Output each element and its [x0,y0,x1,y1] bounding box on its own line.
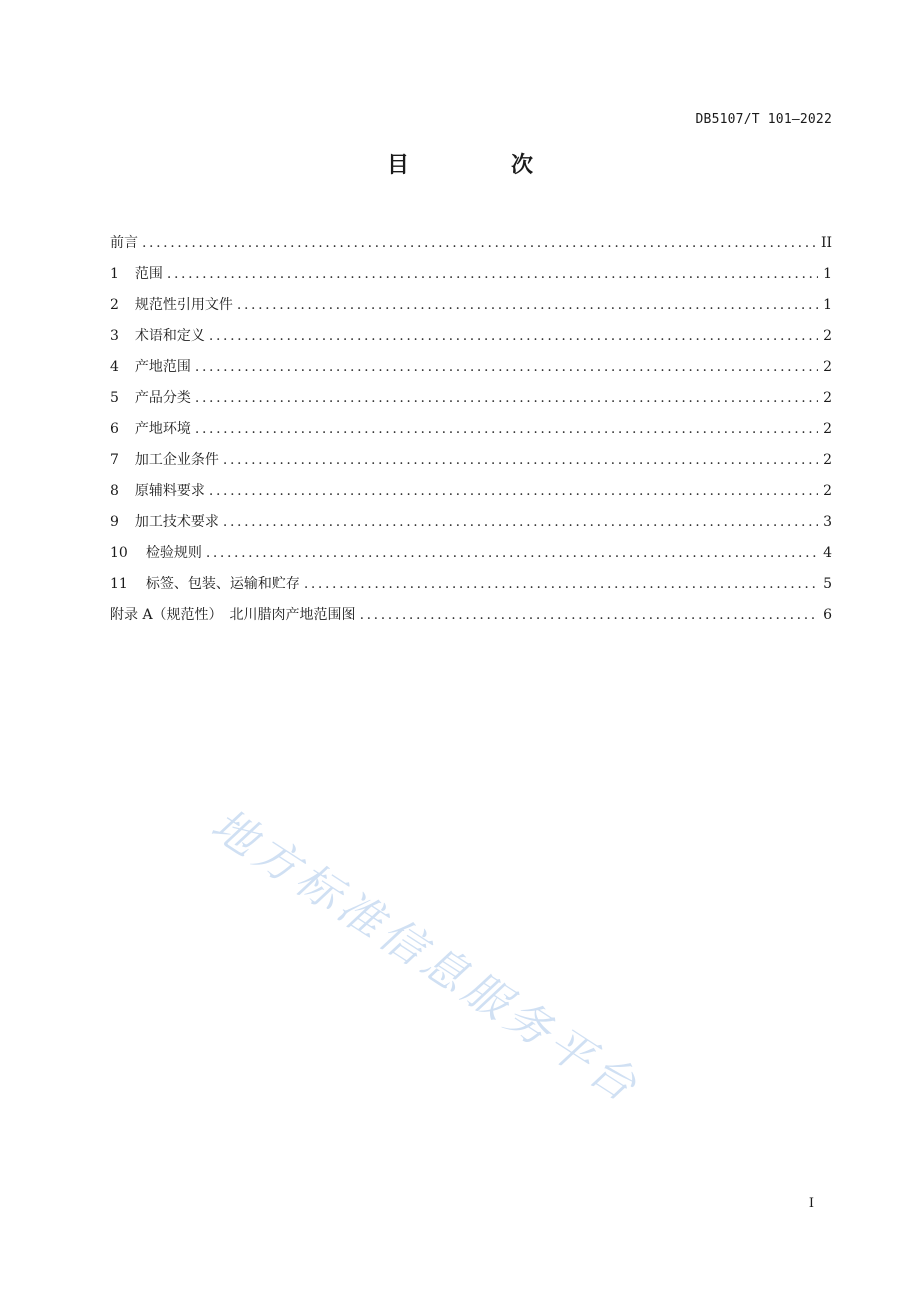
toc-entry-4[interactable] [110,352,832,383]
toc-leader-dots [206,538,818,569]
toc-entry-number: 2 [110,297,119,313]
toc-entry-page: 6 [823,607,832,623]
toc-entry-6[interactable] [110,414,832,445]
toc-entry-number: 8 [110,483,119,499]
page-title: 目 次 [386,153,573,178]
toc-entry-page: 1 [823,297,832,313]
watermark: 地方标准信息服务平台 [202,799,650,1115]
toc-entry-page: 3 [823,514,832,530]
toc-entry-2[interactable] [110,290,832,321]
toc-entry-annex-a[interactable] [110,600,832,631]
toc-entry-number: 9 [110,514,119,530]
toc-entry-page: 2 [823,421,832,437]
toc-entry-label: 产品分类 [134,390,191,406]
toc-entry-label: 前言 [110,235,138,251]
toc-entry-page: 2 [823,452,832,468]
toc-entry-label: 规范性引用文件 [134,297,233,313]
toc-entry-number: 7 [110,452,119,468]
toc-entry-page: 2 [823,359,832,375]
toc-leader-dots [142,228,817,259]
toc-entry-number: 11 [110,576,128,592]
toc-entry-number: 3 [110,328,119,344]
toc-entry-page: 2 [823,328,832,344]
toc-entry-page: 1 [823,266,832,282]
toc-entry-label: 检验规则 [145,545,202,561]
toc-entry-number: 1 [110,266,119,282]
table-of-contents [110,228,832,631]
toc-entry-7[interactable] [110,445,832,476]
toc-entry-page: 5 [823,576,832,592]
toc-entry-9[interactable] [110,507,832,538]
toc-leader-dots [209,476,818,507]
toc-entry-10[interactable] [110,538,832,569]
toc-leader-dots [195,352,818,383]
toc-entry-label: 加工技术要求 [134,514,219,530]
document-code: DB5107/T 101—2022 [695,112,832,127]
toc-entry-label: 附录 A（规范性） 北川腊肉产地范围图 [110,607,356,623]
toc-entry-3[interactable] [110,321,832,352]
toc-leader-dots [223,445,818,476]
toc-entry-5[interactable] [110,383,832,414]
toc-entry-label: 产地范围 [134,359,191,375]
toc-entry-8[interactable] [110,476,832,507]
toc-entry-number: 4 [110,359,119,375]
toc-leader-dots [360,600,818,631]
toc-entry-number: 10 [110,545,128,561]
toc-entry-page: 4 [823,545,832,561]
toc-leader-dots [167,259,818,290]
toc-entry-label: 术语和定义 [134,328,205,344]
toc-entry-label: 标签、包装、运输和贮存 [145,576,300,592]
toc-leader-dots [195,383,818,414]
toc-leader-dots [209,321,818,352]
toc-leader-dots [223,507,818,538]
toc-entry-page: II [820,235,832,251]
toc-entry-number: 6 [110,421,119,437]
toc-entry-page: 2 [823,483,832,499]
toc-leader-dots [237,290,818,321]
toc-entry-label: 加工企业条件 [134,452,219,468]
page-number: I [808,1196,814,1211]
toc-entry-11[interactable] [110,569,832,600]
toc-entry-label: 范围 [134,266,163,282]
toc-leader-dots [304,569,818,600]
toc-entry-number: 5 [110,390,119,406]
toc-entry-1[interactable] [110,259,832,290]
toc-entry-page: 2 [823,390,832,406]
toc-entry-label: 产地环境 [134,421,191,437]
toc-entry-foreword[interactable] [110,228,832,259]
toc-entry-label: 原辅料要求 [134,483,205,499]
toc-leader-dots [195,414,818,445]
